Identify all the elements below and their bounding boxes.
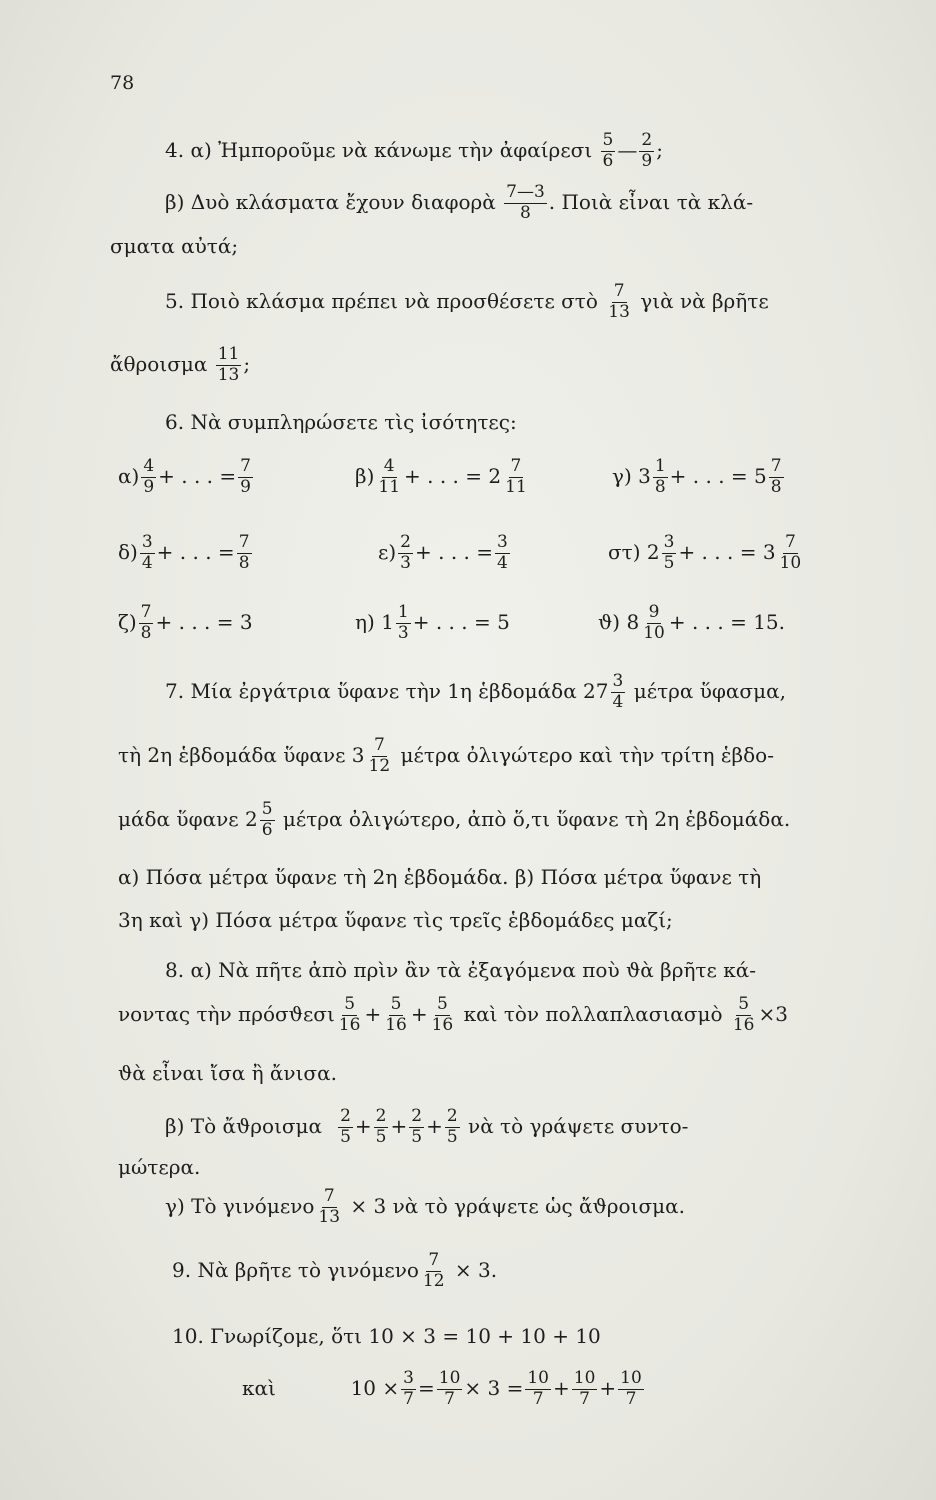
fraction: $\frac{10}{7}$ [573, 1368, 596, 1409]
fraction: $\frac{7}{13}$ [318, 1186, 341, 1227]
exercise-5: 5. Ποιὸ κλάσμα πρέπει νὰ προσθέσετε στὸ $\frac{7}{13}$ γιὰ νὰ βρῆτε [165, 281, 769, 322]
fraction: $\frac{1}{3}$ [397, 602, 409, 643]
equation-th: ϑ) 8 $\frac{9}{10}$ + . . . = 15. [598, 602, 786, 643]
fraction: $\frac{10}{7}$ [620, 1368, 642, 1409]
exercise-10-line2: καὶ 10 × $\frac{3}{7}$ = $\frac{10}{7}$ × 3 = $\frac{10}{7}$ + $\frac{10}{7}$ + $\frac{10}{7}$ [242, 1368, 642, 1409]
fraction: $\frac{3}{7}$ [403, 1368, 414, 1409]
fraction: $\frac{7}{10}$ [779, 532, 802, 573]
fraction: $\frac{2}{3}$ [400, 532, 411, 573]
fraction: $\frac{7}{9}$ [240, 456, 251, 497]
fraction: $\frac{5}{16}$ [732, 994, 755, 1035]
fraction: $\frac{7}{11}$ [505, 456, 527, 497]
fraction: $\frac{2}{9}$ [641, 130, 653, 171]
fraction: $\frac{3}{4}$ [612, 671, 624, 712]
equation-d: δ) $\frac{3}{4}$ + . . . = $\frac{7}{8}$ [118, 532, 250, 573]
fraction: $\frac{5}{16}$ [431, 994, 454, 1035]
exercise-8-line3: ϑὰ εἶναι ἴσα ἢ ἄνισα. [118, 1061, 337, 1085]
exercise-9: 9. Νὰ βρῆτε τὸ γινόμενο $\frac{7}{12}$ × 3. [172, 1250, 498, 1291]
equation-c: γ) 3 $\frac{1}{8}$ + . . . = 5 $\frac{7}{8}$ [612, 456, 782, 497]
page-number: 78 [110, 72, 135, 94]
equation-b: β) $\frac{4}{11}$ + . . . = 2 $\frac{7}{11}$ [355, 456, 527, 497]
equation-e: ε) $\frac{2}{3}$ + . . . = $\frac{3}{4}$ [378, 532, 508, 573]
fraction: $\frac{2}{5}$ [340, 1106, 351, 1147]
fraction: $\frac{10}{7}$ [438, 1368, 461, 1409]
fraction: $\frac{7}{8}$ [770, 456, 782, 497]
exercise-7-line2: τὴ 2η ἑβδομάδα ὕφανε 3 $\frac{7}{12}$ μέτρα ὀλιγώτερο καὶ τὴν τρίτη ἑβδο- [118, 735, 774, 776]
exercise-5-cont: ἄθροισμα $\frac{11}{13}$ ; [110, 344, 251, 385]
fraction: $\frac{4}{11}$ [378, 456, 401, 497]
fraction: $\frac{11}{13}$ [217, 344, 240, 385]
fraction: $\frac{5}{6}$ [602, 130, 614, 171]
exercise-8b: β) Τὸ ἄϑροισμα $\frac{2}{5}$ + $\frac{2}{5}$ + $\frac{2}{5}$ + $\frac{2}{5}$ νὰ τὸ γράψετε συντο- [165, 1106, 689, 1147]
fraction: $\frac{5}{6}$ [261, 799, 273, 840]
fraction: $\frac{2}{5}$ [446, 1106, 458, 1147]
exercise-10-line1: 10. Γνωρίζομε, ὅτι 10 × 3 = 10 + 10 + 10 [172, 1324, 601, 1348]
fraction: $\frac{2}{5}$ [411, 1106, 423, 1147]
exercise-4b: β) Δυὸ κλάσματα ἔχουν διαφορὰ $\frac{7—3}{8}$ . Ποιὰ εἶναι τὰ κλά- [165, 182, 754, 223]
exercise-8-line1: 8. α) Νὰ πῆτε ἀπὸ πρὶν ἂν τὰ ἐξαγόμενα ποὺ ϑὰ βρῆτε κά- [165, 958, 756, 982]
exercise-6-title: 6. Νὰ συμπληρώσετε τὶς ἰσότητες: [165, 410, 517, 434]
fraction: $\frac{1}{8}$ [654, 456, 666, 497]
fraction: $\frac{4}{9}$ [143, 456, 155, 497]
exercise-7-line5: 3η καὶ γ) Πόσα μέτρα ὕφανε τὶς τρεῖς ἑβδομάδες μαζί; [118, 908, 673, 932]
equation-h: η) 1 $\frac{1}{3}$ + . . . = 5 [355, 602, 510, 643]
exercise-8b-cont: μώτερα. [118, 1155, 201, 1179]
fraction: $\frac{7}{8}$ [140, 602, 152, 643]
exercise-4a: 4. α) Ἠμποροῦμε νὰ κάνωμε τὴν ἀφαίρεσι $\frac{5}{6}$ — $\frac{2}{9}$ ; [165, 130, 663, 171]
fraction: $\frac{9}{10}$ [643, 602, 665, 643]
fraction: $\frac{3}{4}$ [141, 532, 153, 573]
fraction: $\frac{2}{5}$ [375, 1106, 387, 1147]
fraction: $\frac{3}{4}$ [497, 532, 508, 573]
fraction: $\frac{5}{16}$ [338, 994, 361, 1035]
fraction: $\frac{7}{13}$ [608, 281, 630, 322]
fraction: $\frac{7—3}{8}$ [506, 182, 545, 223]
exercise-7-line4: α) Πόσα μέτρα ὕφανε τὴ 2η ἑβδομάδα. β) Πόσα μέτρα ὕφανε τὴ [118, 865, 762, 889]
exercise-4b-cont: σματα αὐτά; [110, 234, 239, 258]
fraction: $\frac{7}{12}$ [422, 1250, 445, 1291]
exercise-7-line3: μάδα ὕφανε 2 $\frac{5}{6}$ μέτρα ὀλιγώτερο, ἀπὸ ὅ,τι ὕφανε τὴ 2η ἑβδομάδα. [118, 799, 791, 840]
fraction: $\frac{5}{16}$ [385, 994, 407, 1035]
fraction: $\frac{10}{7}$ [527, 1368, 549, 1409]
equation-st: στ) 2 $\frac{3}{5}$ + . . . = 3 $\frac{7}{10}$ [608, 532, 802, 573]
equation-a: α) $\frac{4}{9}$ + . . . = $\frac{7}{9}$ [118, 456, 251, 497]
exercise-7-line1: 7. Μία ἐργάτρια ὕφανε τὴν 1η ἑβδομάδα 27 $\frac{3}{4}$ μέτρα ὕφασμα, [165, 671, 786, 712]
exercise-8-line2: νοντας τὴν πρόσϑεσι $\frac{5}{16}$ + $\frac{5}{16}$ + $\frac{5}{16}$ καὶ τὸν πολλαπλασιασμὸ $\frac{5}{16}$ ×3 [118, 994, 788, 1035]
exercise-8c: γ) Τὸ γινόμενο $\frac{7}{13}$ × 3 νὰ τὸ γράψετε ὡς ἄϑροισμα. [165, 1186, 685, 1227]
fraction: $\frac{3}{5}$ [663, 532, 675, 573]
fraction: $\frac{7}{8}$ [238, 532, 250, 573]
equation-z: ζ) $\frac{7}{8}$ + . . . = 3 [118, 602, 253, 643]
fraction: $\frac{7}{12}$ [368, 735, 391, 776]
